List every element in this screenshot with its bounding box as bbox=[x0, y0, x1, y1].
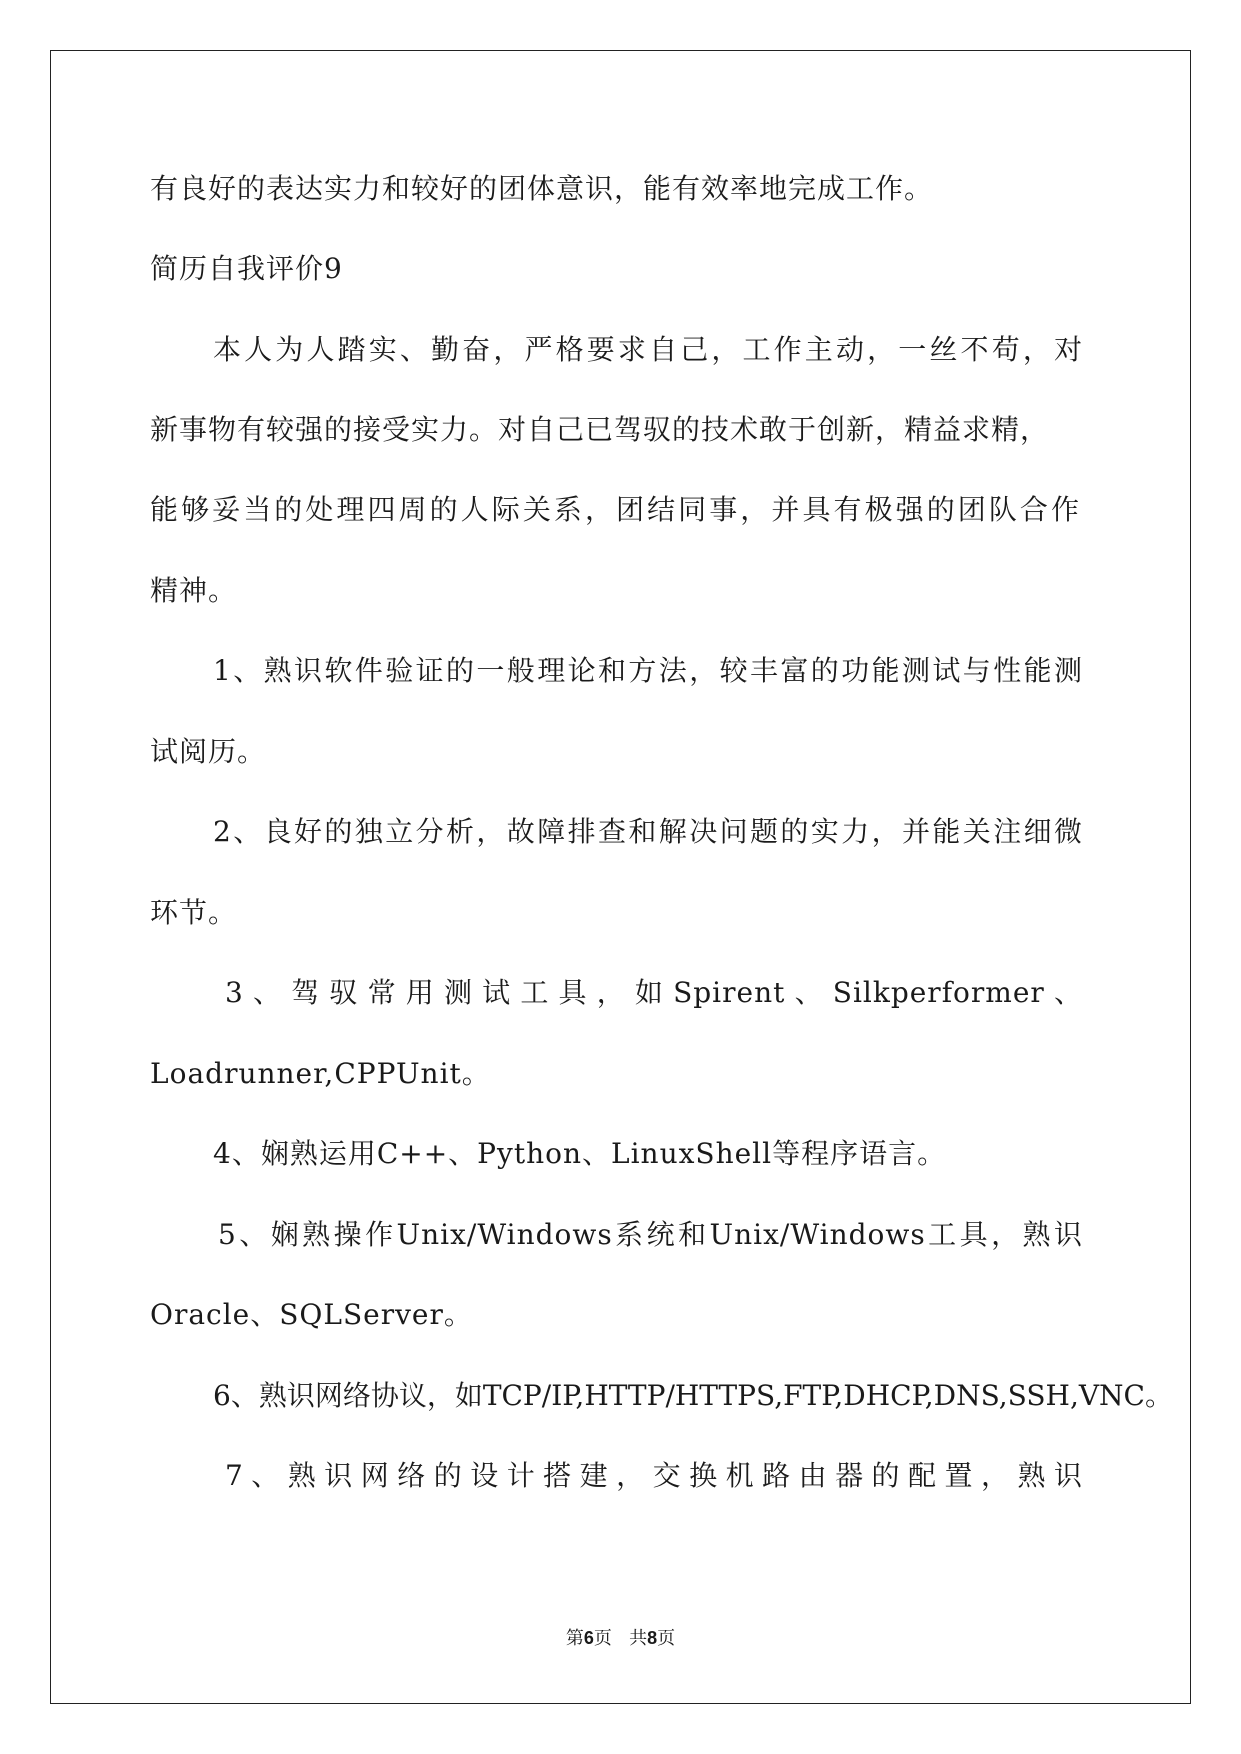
list-item-5-line-2: Oracle、SQLServer。 bbox=[150, 1298, 473, 1331]
list-item-7-line-1: 7、熟识网络的设计搭建，交换机路由器的配置，熟识 bbox=[225, 1459, 1083, 1492]
list-item-3-line-1: 3、驾驭常用测试工具，如Spirent、Silkperformer、 bbox=[225, 976, 1083, 1009]
list-item-2-line-2: 环节。 bbox=[150, 896, 238, 929]
list-item-1-line-2: 试阅历。 bbox=[150, 735, 267, 768]
list-item-5-line-1: 5、娴熟操作Unix/Windows系统和Unix/Windows工具，熟识 bbox=[218, 1218, 1083, 1251]
list-item-3-line-2: Loadrunner,CPPUnit。 bbox=[150, 1057, 491, 1090]
footer-total-pages: 8 bbox=[647, 1628, 658, 1648]
page-border bbox=[50, 50, 1191, 1704]
footer-total-unit: 页 bbox=[657, 1628, 676, 1649]
text-line-6: 精神。 bbox=[150, 574, 238, 607]
list-item-6: 6、熟识网络协议，如TCP/IP,HTTP/HTTPS,FTP,DHCP,DNS,SSH,VNC。 bbox=[213, 1379, 1173, 1412]
footer-page-number: 6 bbox=[583, 1628, 594, 1648]
list-item-2-line-1: 2、良好的独立分析，故障排查和解决问题的实力，并能关注细微 bbox=[213, 815, 1083, 848]
text-line-4: 新事物有较强的接受实力。对自己已驾驭的技术敢于创新，精益求精， bbox=[150, 413, 1050, 446]
section-heading: 简历自我评价9 bbox=[150, 252, 343, 285]
footer-total-prefix: 共 bbox=[629, 1628, 648, 1649]
footer-page-unit: 页 bbox=[593, 1628, 612, 1649]
text-line-5: 能够妥当的处理四周的人际关系，团结同事，并具有极强的团队合作 bbox=[150, 493, 1080, 526]
list-item-4: 4、娴熟运用C++、Python、LinuxShell等程序语言。 bbox=[213, 1137, 947, 1170]
footer-prefix: 第 bbox=[565, 1628, 584, 1649]
page-footer bbox=[0, 1626, 1241, 1651]
list-item-1-line-1: 1、熟识软件验证的一般理论和方法，较丰富的功能测试与性能测 bbox=[213, 654, 1083, 687]
text-line-3: 本人为人踏实、勤奋，严格要求自己，工作主动，一丝不苟，对 bbox=[213, 333, 1083, 366]
text-line-1: 有良好的表达实力和较好的团体意识，能有效率地完成工作。 bbox=[150, 172, 934, 205]
